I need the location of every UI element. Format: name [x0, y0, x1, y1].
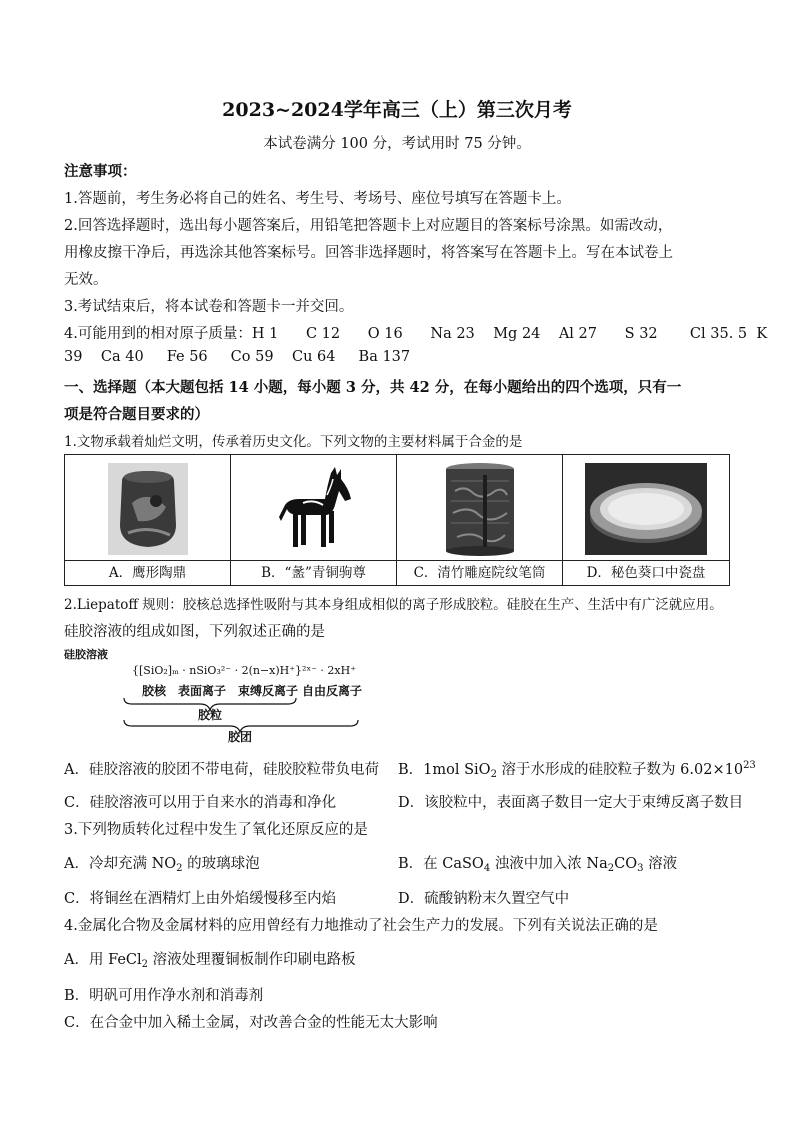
q2-stem-a: 2.Liepatoff 规则：胶核总选择性吸附与其本身组成相似的离子形成胶粒。硅胶在生产、生活中有广泛就应用。	[64, 597, 723, 613]
colloid-label-core: 胶核	[142, 684, 167, 698]
note-4a: 4.可能用到的相对原子质量：H 1 C 12 O 16 Na 23 Mg 24 Al 27 S 32 Cl 35. 5 K	[64, 326, 768, 342]
q4-option-b: B．明矾可用作净水剂和消毒剂	[64, 988, 264, 1004]
note-3: 3.考试结束后，将本试卷和答题卡一并交回。	[64, 299, 354, 315]
note-1: 1.答题前，考生务必将自己的姓名、考生号、考场号、座位号填写在答题卡上。	[64, 191, 571, 207]
q3-option-b-text: B．在 CaSO	[398, 856, 484, 872]
q2-stem-b: 硅胶溶液的组成如图，下列叙述正确的是	[64, 624, 325, 640]
q1-option-b-label: B．“盠”青铜驹尊	[231, 560, 396, 586]
q1-option-c-cell	[397, 455, 563, 585]
note-2a: 2.回答选择题时，选出每小题答案后，用铅笔把答题卡上对应题目的答案标号涂黑。如需改动，	[64, 218, 673, 234]
exam-title: 2023~2024学年高三（上）第三次月考	[222, 99, 572, 121]
q3-option-a-text2: 的玻璃球泡	[182, 856, 260, 872]
section1-heading-b: 项是符合题目要求的）	[64, 406, 209, 423]
colloid-structure-figure	[118, 664, 378, 744]
colloid-figure-heading: 硅胶溶液	[64, 648, 108, 661]
q3-stem: 3.下列物质转化过程中发生了氧化还原反应的是	[64, 822, 368, 838]
q4-option-a-text: A．用 FeCl	[64, 952, 142, 968]
q3-option-a	[64, 852, 260, 874]
q3-option-b-sub1: 4	[483, 863, 491, 874]
q1-option-table	[64, 454, 730, 586]
bamboo-brush-holder-icon	[397, 457, 562, 561]
q2-option-b-text: B．1mol SiO	[398, 762, 491, 778]
q1-option-d-label: D．秘色葵口中瓷盘	[563, 560, 729, 586]
q4-option-a-sub: 2	[141, 959, 149, 970]
q3-option-b-text3: CO	[614, 856, 638, 872]
q2-option-b-sub: 2	[490, 769, 497, 780]
colloid-label-surface-ion: 表面离子	[178, 684, 227, 698]
q3-option-d: D．硫酸钠粉末久置空气中	[398, 891, 570, 907]
note-4b: 39 Ca 40 Fe 56 Co 59 Cu 64 Ba 137	[64, 349, 411, 365]
q3-option-b-text2: 浊液中加入浓 Na	[490, 856, 608, 872]
q1-option-a-label: A．鹰形陶鼎	[65, 560, 230, 586]
notes-heading: 注意事项：	[64, 163, 137, 180]
q3-option-b-text4: 溶液	[643, 856, 678, 872]
q3-option-c: C．将铜丝在酒精灯上由外焰缓慢移至内焰	[64, 891, 337, 907]
exam-subtitle: 本试卷满分 100 分，考试用时 75 分钟。	[263, 136, 531, 152]
q3-option-a-sub: 2	[176, 863, 183, 874]
q4-option-c: C．在合金中加入稀土金属，对改善合金的性能无太大影响	[64, 1015, 438, 1031]
note-2c: 无效。	[64, 272, 108, 288]
q3-option-b-sub3: 3	[637, 863, 644, 874]
pottery-vessel-icon	[65, 457, 230, 561]
q3-option-a-text: A．冷却充满 NO	[64, 856, 177, 872]
q2-option-b-sup: 23	[743, 760, 756, 771]
q2-option-a: A．硅胶溶液的胶团不带电荷，硅胶胶粒带负电荷	[64, 762, 379, 778]
colloid-brace-particle: 胶粒	[198, 708, 223, 722]
q1-stem: 1.文物承载着灿烂文明，传承着历史文化。下列文物的主要材料属于合金的是	[64, 434, 523, 450]
q4-option-a-text2: 溶液处理覆铜板制作印刷电路板	[148, 952, 356, 968]
q1-option-a-cell	[65, 455, 231, 585]
q2-option-c: C．硅胶溶液可以用于自来水的消毒和净化	[64, 795, 337, 811]
q4-stem: 4.金属化合物及金属材料的应用曾经有力地推动了社会生产力的发展。下列有关说法正确的是	[64, 918, 658, 934]
colloid-label-free-counterion: 自由反离子	[302, 684, 363, 698]
section1-heading-a: 一、选择题（本大题包括 14 小题，每小题 3 分，共 42 分，在每小题给出的四个选项，只有一	[64, 379, 682, 396]
colloid-brace-micelle: 胶团	[228, 730, 253, 744]
q1-option-b-cell	[231, 455, 397, 585]
colloid-label-bound-counterion: 束缚反离子	[238, 684, 299, 698]
q2-option-d: D．该胶粒中，表面离子数目一定大于束缚反离子数目	[398, 795, 744, 811]
bronze-horse-icon	[231, 457, 396, 561]
q2-option-b-text2: 溶于水形成的硅胶粒子数为 6.02×10	[496, 762, 744, 778]
q3-option-b	[398, 852, 677, 874]
q4-option-a	[64, 948, 356, 970]
q2-option-b	[398, 758, 756, 780]
porcelain-plate-icon	[563, 457, 729, 561]
q3-option-b-sub2: 2	[607, 863, 615, 874]
q1-option-d-cell	[563, 455, 729, 585]
note-2b: 用橡皮擦干净后，再选涂其他答案标号。回答非选择题时，将答案写在答题卡上。写在本试卷上	[64, 245, 673, 261]
colloid-formula: {[SiO₂]ₘ · nSiO₃²⁻ · 2(n−x)H⁺}²ˣ⁻ · 2xH⁺	[132, 664, 357, 677]
q1-option-c-label: C．清竹雕庭院纹笔筒	[397, 560, 562, 586]
